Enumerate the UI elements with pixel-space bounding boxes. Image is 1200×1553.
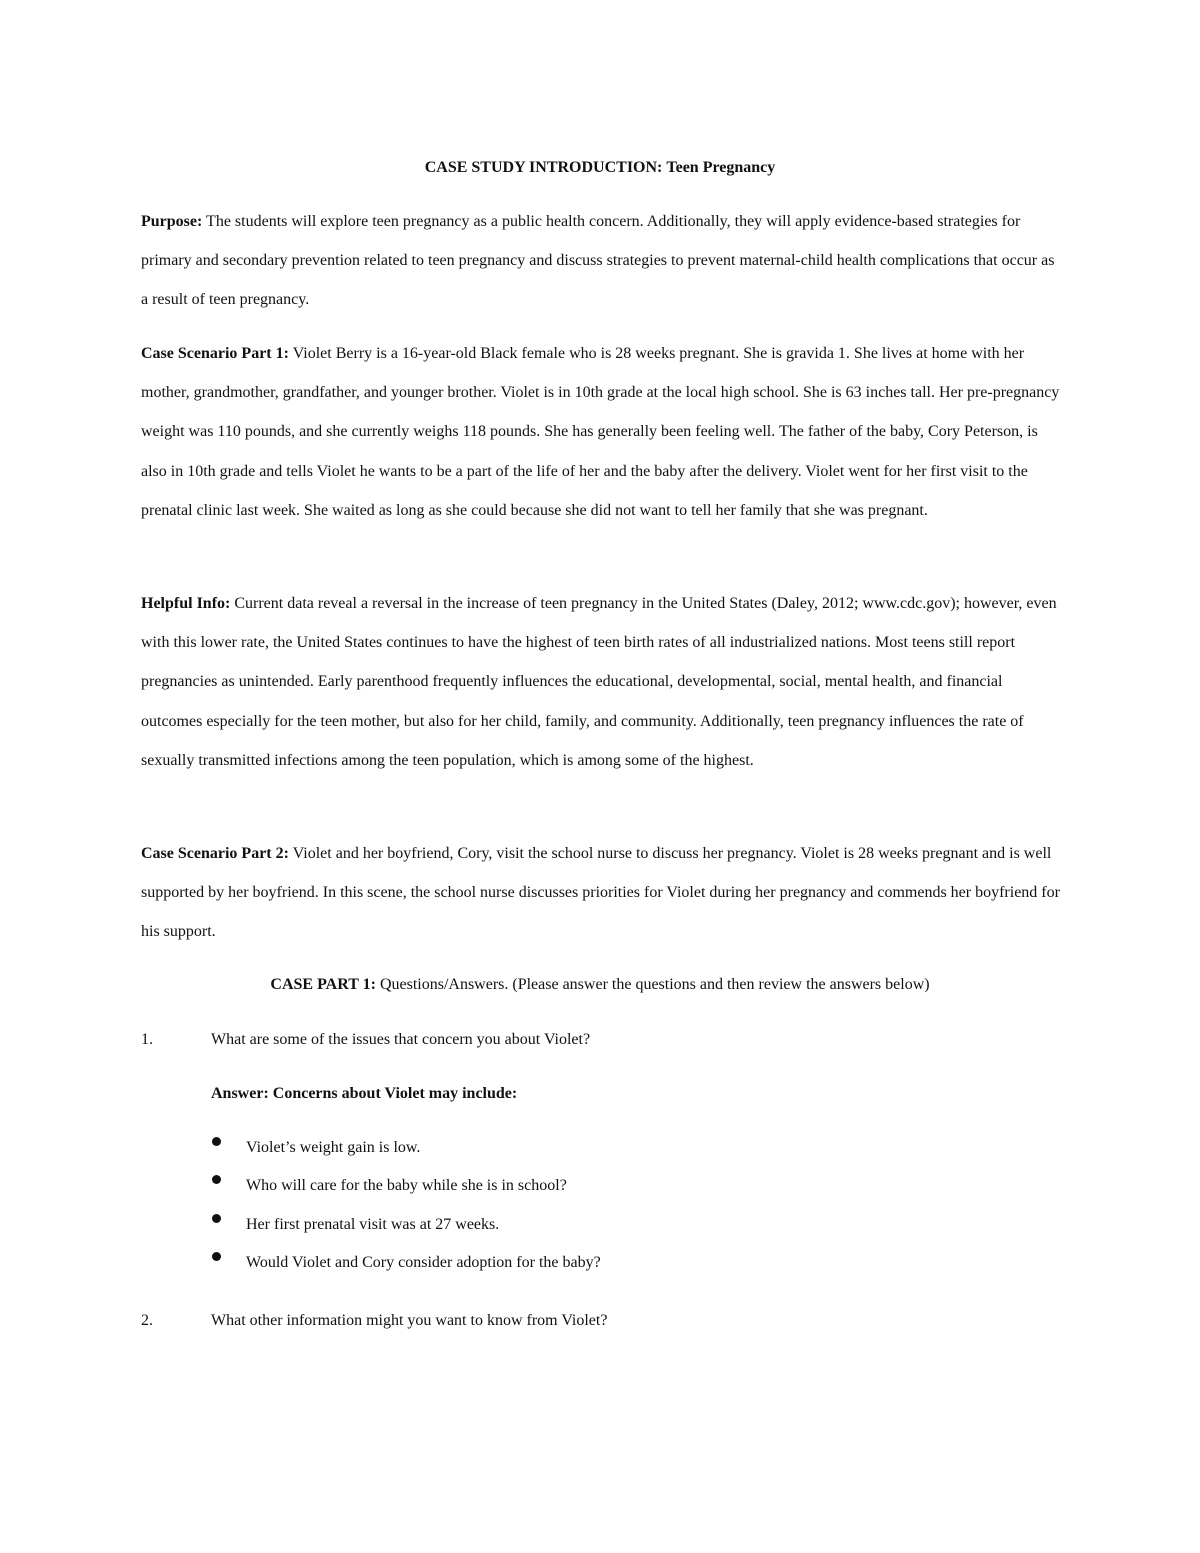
title-topic: Teen Pregnancy	[666, 159, 776, 176]
question-1-text: What are some of the issues that concern you about Violet?	[211, 1031, 591, 1048]
purpose-paragraph	[141, 202, 1061, 320]
scenario-part2-text: Violet and her boyfriend, Cory, visit the school nurse to discuss her pregnancy. Violet is 28 weeks pregnant and is well supported by her boyfriend. In this scene, the school nurse discusses priorities for Violet during her pregnancy and commends her boyfriend for his support.	[141, 845, 1060, 941]
bullet-icon	[212, 1252, 221, 1261]
question-2-number: 2.	[141, 1312, 153, 1329]
scenario-part1-paragraph	[141, 334, 1061, 530]
bullet-text: Would Violet and Cory consider adoption for the baby?	[246, 1254, 601, 1272]
helpful-info-text: Current data reveal a reversal in the increase of teen pregnancy in the United States (Daley, 2012; www.cdc.gov); however, even with this lower rate, the United States continues to have the highest of teen birth rates of all industrialized nations. Most teens still report pregnancies as unintended. Early parenthood frequently influences the educational, developmental, social, mental health, and financial outcomes especially for the teen mother, but also for her child, family, and community. Additionally, teen pregnancy influences the rate of sexually transmitted infections among the teen population, which is among some of the highest.	[141, 595, 1057, 769]
title-label: CASE STUDY INTRODUCTION:	[424, 159, 663, 176]
question-2-text: What other information might you want to know from Violet?	[211, 1312, 608, 1329]
bullet-text: Her first prenatal visit was at 27 weeks.	[246, 1215, 500, 1233]
scenario-part1-text: Violet Berry is a 16-year-old Black female who is 28 weeks pregnant. She is gravida 1. She lives at home with her mother, grandmother, grandfather, and younger brother. Violet is in 10th grade at the local high school. She is 63 inches tall. Her pre-pregnancy weight was 110 pounds, and she currently weighs 118 pounds. She has generally been feeling well. The father of the baby, Cory Peterson, is also in 10th grade and tells Violet he wants to be a part of the life of her and the baby after the delivery. Violet went for her first visit to the prenatal clinic last week. She waited as long as she could because she did not want to tell her family that she was pregnant.	[141, 345, 1060, 519]
bullet-icon	[212, 1137, 221, 1146]
bullet-icon	[212, 1214, 221, 1223]
case-part1-text: Questions/Answers. (Please answer the questions and then review the answers below)	[379, 976, 930, 993]
document-title	[0, 156, 1200, 180]
helpful-info-paragraph	[141, 584, 1061, 780]
answer-heading: Answer: Concerns about Violet may include:	[211, 1085, 518, 1102]
case-part1-heading	[0, 973, 1200, 997]
case-part1-label: CASE PART 1:	[270, 976, 376, 993]
bullet-text: Who will care for the baby while she is in school?	[246, 1177, 567, 1195]
scenario-part2-label: Case Scenario Part 2:	[141, 845, 289, 862]
scenario-part1-label: Case Scenario Part 1:	[141, 345, 289, 362]
purpose-text: The students will explore teen pregnancy as a public health concern. Additionally, they will apply evidence-based strategies for primary and secondary prevention related to teen pregnancy and discuss strategies to prevent maternal-child health complications that occur as a result of teen pregnancy.	[141, 213, 1055, 309]
question-1-number: 1.	[141, 1031, 153, 1048]
purpose-label: Purpose:	[141, 213, 203, 230]
bullet-text: Violet’s weight gain is low.	[246, 1139, 421, 1156]
scenario-part2-paragraph	[141, 834, 1061, 952]
bullet-icon	[212, 1175, 221, 1184]
helpful-info-label: Helpful Info:	[141, 595, 231, 612]
